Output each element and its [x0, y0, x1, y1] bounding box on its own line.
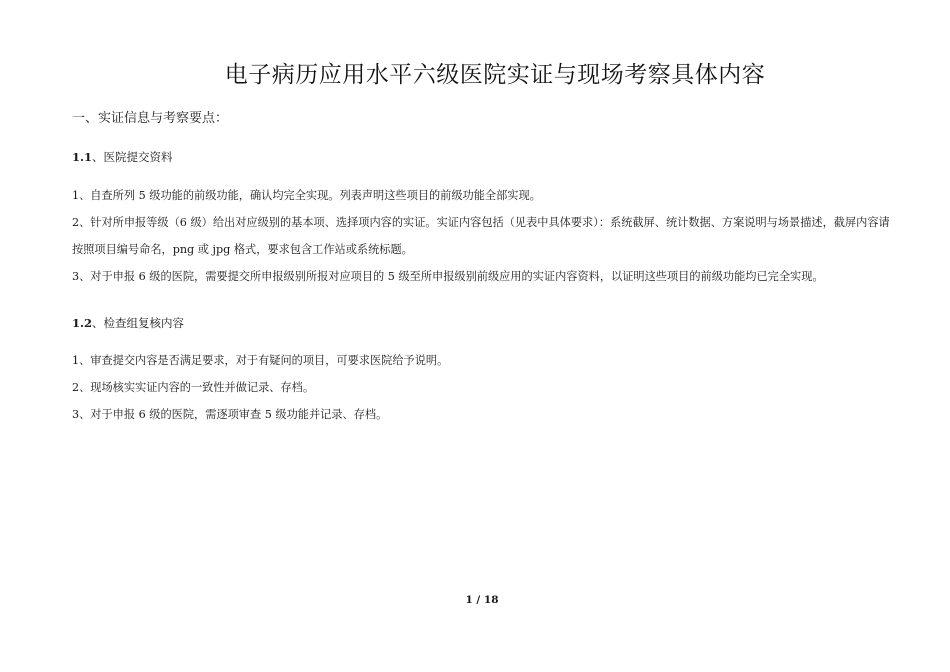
subsection-title: 、检查组复核内容 [92, 316, 185, 330]
section-heading: 一、实证信息与考察要点： [72, 111, 229, 126]
subsection-number: 1.1 [72, 150, 93, 164]
document-title: 电子病历应用水平六级医院实证与现场考察具体内容 [224, 62, 766, 88]
subsection-number: 1.2 [72, 316, 93, 330]
subsection-heading-1-2 [72, 315, 184, 331]
subsection-heading-1-1 [72, 149, 173, 165]
subsection-title: 、医院提交资料 [92, 150, 173, 164]
list-item: 3、对于申报 6 级的医院，需要提交所申报级别所报对应项目的 5 级至所申报级别前级应用的实证内容资料，以证明这些项目的前级功能均已完全实现。 [72, 270, 824, 283]
list-item: 3、对于申报 6 级的医院，需逐项审查 5 级功能并记录、存档。 [72, 408, 388, 421]
page-number: 1 / 18 [465, 594, 499, 606]
list-item: 2、现场核实实证内容的一致性并做记录、存档。 [72, 381, 315, 394]
list-item: 2、针对所申报等级（6 级）给出对应级别的基本项、选择项内容的实证。实证内容包括（见表中具体要求）：系统截屏、统计数据、方案说明与场景描述，截屏内容请按照项目编号命名，png 或 jpg 格式，要求包含工作站或系统标题。 [72, 216, 890, 256]
list-item: 1、审查提交内容是否满足要求，对于有疑问的项目，可要求医院给予说明。 [72, 354, 449, 367]
list-item: 1、自查所列 5 级功能的前级功能，确认均完全实现。列表声明这些项目的前级功能全部实现。 [72, 189, 541, 202]
